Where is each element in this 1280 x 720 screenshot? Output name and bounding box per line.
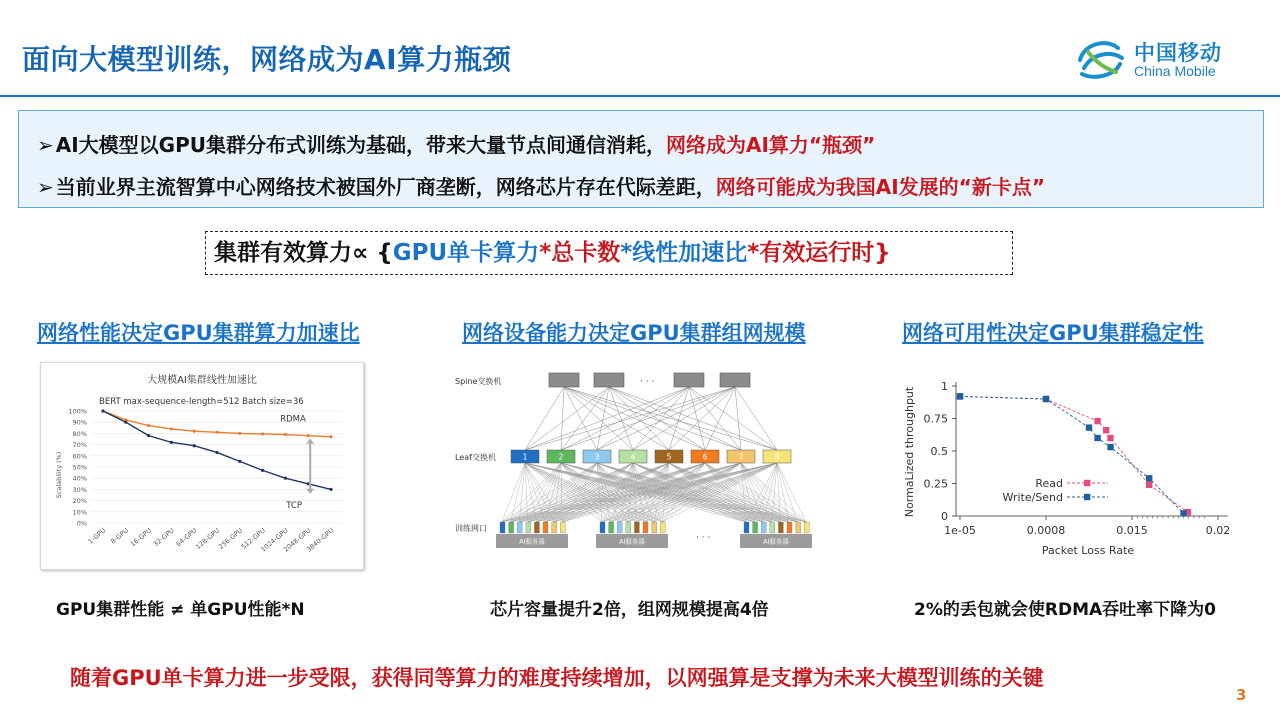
formula-star: *	[539, 240, 552, 266]
formula-runtime: 有效运行时	[759, 240, 875, 266]
page-title: 面向大模型训练，网络成为AI算力瓶颈	[22, 43, 512, 76]
scalability-chart	[40, 362, 364, 570]
formula-suffix: }	[874, 240, 891, 266]
training-port	[500, 522, 505, 533]
key-point-2	[37, 171, 1045, 200]
data-point-write-send	[1043, 396, 1049, 402]
data-point-rdma	[284, 433, 287, 436]
training-port	[509, 522, 514, 533]
legend-label: Read	[1035, 477, 1063, 490]
x-tick-label: 0.02	[1205, 524, 1231, 537]
data-point-read	[1103, 427, 1109, 433]
gap-arrow-up-icon	[306, 439, 314, 444]
network-topology-svg	[452, 362, 817, 562]
training-port	[560, 522, 565, 533]
series-line-read	[960, 396, 1188, 512]
y-tick-label: 0.25	[923, 477, 948, 491]
y-tick-label: 0	[941, 510, 948, 523]
title-divider	[0, 95, 1280, 97]
ai-server-label: AI服务器	[763, 537, 789, 546]
training-port	[609, 522, 614, 533]
y-tick-label: 60%	[72, 452, 87, 461]
training-port	[634, 522, 639, 533]
scalability-chart-svg	[41, 363, 363, 569]
data-point-rdma	[215, 431, 218, 434]
x-tick-label: 32-GPU	[151, 526, 176, 549]
legend-label: Write/Send	[1002, 491, 1063, 504]
x-tick-label: 8-GPU	[109, 526, 131, 546]
leaf-port-link	[528, 463, 705, 522]
leaf-port-link	[519, 463, 525, 522]
training-port	[552, 522, 557, 533]
chart-title: 大规模AI集群线性加速比	[147, 375, 257, 386]
x-tick-label: 3840-GPU	[304, 526, 336, 554]
leaf-port-link	[741, 463, 789, 522]
data-point-tcp	[261, 469, 264, 472]
x-tick-label: 256-GPU	[216, 526, 245, 551]
x-tick-label: 64-GPU	[174, 526, 199, 549]
spine-switch	[720, 373, 750, 387]
training-port	[600, 522, 605, 533]
training-port	[643, 522, 648, 533]
spine-leaf-link	[525, 387, 735, 450]
arrow-bullet-icon: ➢	[37, 175, 54, 199]
x-tick-label: 2048-GPU	[282, 526, 313, 554]
x-tick-label: 512-GPU	[239, 526, 267, 551]
data-point-tcp	[215, 451, 218, 454]
spine-ellipsis: · · ·	[640, 377, 655, 387]
server-ellipsis: · · ·	[696, 533, 711, 543]
china-mobile-logo-icon	[1074, 34, 1128, 84]
spine-label: Spine交换机	[455, 377, 502, 386]
y-tick-label: 20%	[72, 497, 87, 506]
key-point-2-text: 当前业界主流智算中心网络技术被国外厂商垄断，网络芯片存在代际差距，	[55, 175, 716, 199]
key-point-1-text: AI大模型以GPU集群分布式训练为基础，带来大量节点间通信消耗，	[55, 133, 666, 157]
spine-leaf-link	[564, 387, 633, 450]
y-axis-label: NormaLized throughput	[903, 386, 916, 518]
spine-switch	[674, 373, 704, 387]
formula-single-gpu: GPU单卡算力	[392, 240, 540, 266]
data-point-rdma	[238, 432, 241, 435]
data-point-rdma	[307, 434, 310, 437]
spine-leaf-link	[561, 387, 564, 450]
y-tick-label: 0.75	[923, 412, 948, 426]
key-point-1-highlight: 网络成为AI算力“瓶颈”	[666, 133, 876, 157]
y-tick-label: 0%	[76, 519, 87, 528]
chart-subtitle: BERT max-sequence-length=512 Batch size=36	[99, 397, 304, 407]
column-title-performance: 网络性能决定GPU集群算力加速比	[37, 321, 360, 345]
spine-leaf-link	[525, 387, 609, 450]
x-tick-label: 0.0008	[1026, 524, 1066, 537]
training-port	[787, 522, 792, 533]
data-point-tcp	[193, 444, 196, 447]
y-tick-label: 10%	[72, 508, 87, 517]
training-port	[517, 522, 522, 533]
data-point-rdma	[170, 427, 173, 430]
ai-server-label: AI服务器	[519, 537, 545, 546]
training-port	[753, 522, 758, 533]
x-tick-label: 1024-GPU	[259, 526, 290, 554]
formula-linear-speedup: 线性加速比	[632, 240, 748, 266]
leaf-label: Leaf交换机	[455, 453, 496, 462]
data-point-tcp	[170, 441, 173, 444]
packet-loss-chart	[898, 370, 1248, 570]
column-title-scale: 网络设备能力决定GPU集群组网规模	[462, 321, 806, 345]
training-port	[526, 522, 531, 533]
data-point-write-send	[1146, 475, 1152, 481]
formula-prefix: 集群有效算力∝ {	[214, 240, 393, 266]
y-tick-label: 80%	[72, 429, 87, 438]
series-line-write-send	[960, 396, 1184, 513]
caption-performance: GPU集群性能 ≠ 单GPU性能*N	[56, 600, 305, 620]
key-point-2-highlight: 网络可能成为我国AI发展的“新卡点”	[715, 175, 1045, 199]
leaf-switch-number: 8	[774, 452, 780, 462]
series-label-tcp: TCP	[286, 500, 302, 511]
leaf-switch-number: 6	[702, 452, 708, 462]
data-point-read	[1146, 482, 1152, 488]
y-tick-label: 100%	[68, 407, 87, 416]
training-port	[534, 522, 539, 533]
ai-server-label: AI服务器	[619, 537, 645, 546]
data-point-rdma	[329, 435, 332, 438]
y-tick-label: 40%	[72, 474, 87, 483]
logo-chinese-text: 中国移动	[1134, 41, 1222, 65]
x-tick-label: 1e-05	[944, 524, 976, 537]
y-tick-label: 1	[941, 380, 948, 393]
spine-leaf-link	[564, 387, 777, 450]
data-point-write-send	[1094, 435, 1100, 441]
y-axis-label: Scalability (%)	[55, 451, 63, 499]
leaf-switch-number: 7	[738, 452, 744, 462]
gap-arrow-down-icon	[306, 489, 314, 494]
formula-star: *	[620, 240, 633, 266]
train-port-label: 训练网口	[455, 524, 487, 533]
y-tick-label: 0.5	[930, 445, 948, 458]
column-title-stability: 网络可用性决定GPU集群稳定性	[902, 321, 1204, 345]
data-point-tcp	[124, 421, 127, 424]
data-point-write-send	[957, 393, 963, 399]
leaf-switch-number: 2	[558, 452, 564, 462]
x-tick-label: 0.015	[1116, 524, 1148, 537]
y-tick-label: 90%	[72, 418, 87, 427]
training-port	[804, 522, 809, 533]
spine-leaf-link	[609, 387, 705, 450]
spine-leaf-link	[735, 387, 777, 450]
training-port	[626, 522, 631, 533]
data-point-tcp	[238, 460, 241, 463]
caption-scale: 芯片容量提升2倍，组网规模提高4倍	[490, 600, 769, 620]
spine-leaf-link	[735, 387, 741, 450]
leaf-port-link	[511, 463, 525, 522]
leaf-switch-number: 3	[594, 452, 600, 462]
spine-leaf-link	[633, 387, 689, 450]
data-point-write-send	[1107, 444, 1113, 450]
x-axis-label: Packet Loss Rate	[1041, 544, 1135, 557]
conclusion-text: 随着GPU单卡算力进一步受限，获得同等算力的难度持续增加，以网强算是支撑为未来大模型训练的关键	[70, 666, 1044, 690]
training-port	[617, 522, 622, 533]
training-port	[744, 522, 749, 533]
y-tick-label: 70%	[72, 441, 87, 450]
data-point-write-send	[1180, 510, 1186, 516]
training-port	[778, 522, 783, 533]
training-port	[652, 522, 657, 533]
key-point-1	[37, 129, 875, 158]
network-topology-diagram	[452, 362, 817, 562]
data-point-tcp	[329, 488, 332, 491]
formula-total-cards: 总卡数	[551, 240, 621, 266]
spine-leaf-link	[525, 387, 564, 450]
data-point-read	[1107, 435, 1113, 441]
training-port	[761, 522, 766, 533]
series-label-rdma: RDMA	[280, 414, 306, 425]
data-point-tcp	[147, 434, 150, 437]
page-number: 3	[1236, 686, 1247, 704]
leaf-port-link	[511, 463, 561, 522]
x-tick-label: 128-GPU	[194, 526, 222, 551]
leaf-port-link	[777, 463, 806, 522]
y-tick-label: 50%	[72, 463, 87, 472]
logo-english-text: China Mobile	[1134, 63, 1216, 79]
data-point-rdma	[193, 430, 196, 433]
packet-loss-chart-svg	[898, 370, 1248, 570]
x-tick-label: 16-GPU	[128, 526, 153, 549]
arrow-bullet-icon: ➢	[37, 133, 54, 157]
data-point-write-send	[1086, 424, 1092, 430]
data-point-read	[1094, 418, 1100, 424]
data-point-rdma	[147, 424, 150, 427]
leaf-port-link	[669, 463, 780, 522]
training-port	[770, 522, 775, 533]
training-port	[796, 522, 801, 533]
leaf-switch-number: 5	[666, 452, 672, 462]
training-port	[660, 522, 665, 533]
compute-formula	[205, 231, 1013, 275]
legend-marker	[1084, 480, 1090, 486]
leaf-switch-number: 4	[630, 452, 636, 462]
formula-star: *	[747, 240, 760, 266]
data-point-tcp	[101, 409, 104, 412]
training-port	[543, 522, 548, 533]
legend-marker	[1084, 494, 1090, 500]
caption-stability: 2%的丢包就会使RDMA吞吐率下降为0	[914, 600, 1216, 620]
data-point-rdma	[261, 432, 264, 435]
key-points-box	[18, 110, 1264, 208]
leaf-switch-number: 1	[522, 452, 528, 462]
y-tick-label: 30%	[72, 485, 87, 494]
x-tick-label: 1-GPU	[86, 526, 108, 546]
spine-switch	[549, 373, 579, 387]
data-point-tcp	[284, 477, 287, 480]
spine-switch	[594, 373, 624, 387]
china-mobile-logo	[1074, 34, 1264, 84]
